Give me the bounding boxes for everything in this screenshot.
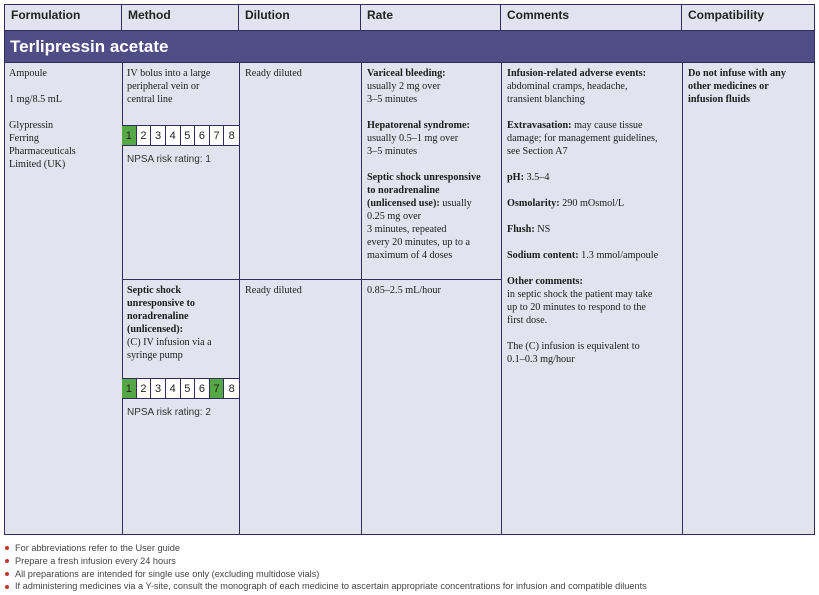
method-heading: unresponsive to — [127, 298, 196, 309]
flush-value: NS — [537, 224, 551, 235]
method-text: peripheral vein or — [127, 81, 200, 92]
rate-heading: Hepatorenal syndrome: — [367, 120, 470, 131]
rate-text: usually 2 mg over — [367, 81, 441, 92]
rate-heading: (unlicensed use): — [367, 198, 440, 209]
comment-text: may cause tissue — [574, 120, 643, 131]
npsa-label-row2: NPSA risk rating: 2 — [127, 407, 211, 418]
rate-heading: Septic shock unresponsive — [367, 172, 481, 183]
footnote-text: Prepare a fresh infusion every 24 hours — [15, 555, 176, 566]
method-cell-row1 — [127, 67, 237, 106]
drug-title: Terlipressin acetate — [5, 31, 814, 63]
footnotes — [5, 542, 647, 593]
rate-text: 3–5 minutes — [367, 146, 418, 157]
header-compatibility: Compatibility — [682, 4, 814, 31]
npsa-rating-row2 — [122, 378, 239, 399]
column-divider — [501, 63, 502, 535]
bullet-icon — [5, 585, 9, 589]
comment-text: see Section A7 — [507, 146, 568, 157]
ph-label: pH: — [507, 172, 524, 183]
comment-text: transient blanching — [507, 94, 585, 105]
footnote-text: If administering medicines via a Y-site, consult the monograph of each medicine to ascertain appropriate concentrations for infusion and compatible diluents — [15, 581, 647, 592]
rate-cell-row2: 0.85–2.5 mL/hour — [367, 285, 441, 296]
comment-text: 0.1–0.3 mg/hour — [507, 354, 575, 365]
method-text: syringe pump — [127, 350, 183, 361]
npsa-box: 1 — [122, 126, 137, 145]
rate-text: usually — [442, 198, 472, 209]
comment-heading: Infusion-related adverse events: — [507, 68, 647, 79]
comment-text: first dose. — [507, 315, 548, 326]
npsa-box: 7 — [210, 379, 225, 398]
npsa-box: 8 — [224, 379, 239, 398]
bullet-icon — [5, 546, 9, 550]
bullet-icon — [5, 572, 9, 576]
comment-text: in septic shock the patient may take — [507, 289, 653, 300]
npsa-box: 4 — [166, 379, 181, 398]
dilution-cell-row2: Ready diluted — [245, 285, 302, 296]
method-heading: Septic shock — [127, 285, 182, 296]
comment-heading: Extravasation: — [507, 120, 572, 131]
npsa-label-row1: NPSA risk rating: 1 — [127, 154, 211, 165]
ph-value: 3.5–4 — [526, 172, 550, 183]
comment-text: The (C) infusion is equivalent to — [507, 341, 640, 352]
npsa-box: 6 — [195, 126, 210, 145]
header-comments: Comments — [501, 4, 682, 31]
method-text: IV bolus into a large — [127, 68, 211, 79]
column-divider — [239, 63, 240, 535]
rate-heading: to noradrenaline — [367, 185, 440, 196]
npsa-box: 3 — [151, 126, 166, 145]
compatibility-text: other medicines or — [688, 81, 769, 92]
formulation-strength: 1 mg/8.5 mL — [9, 94, 62, 105]
osmolarity-value: 290 mOsmol/L — [562, 198, 625, 209]
compatibility-text: infusion fluids — [688, 94, 751, 105]
comment-text: damage; for management guidelines, — [507, 133, 658, 144]
column-divider — [361, 63, 362, 535]
npsa-box: 5 — [181, 126, 196, 145]
npsa-box: 2 — [137, 126, 152, 145]
sodium-value: 1.3 mmol/ampoule — [581, 250, 659, 261]
footnote — [5, 555, 647, 568]
npsa-rating-row1 — [122, 125, 239, 146]
rate-text: usually 0.5–1 mg over — [367, 133, 459, 144]
header-rate: Rate — [361, 4, 501, 31]
rate-text: 3–5 minutes — [367, 94, 418, 105]
row-divider — [122, 279, 501, 280]
method-heading: (unlicensed): — [127, 324, 184, 335]
method-cell-row2 — [127, 284, 237, 362]
formulation-brand: Glypressin — [9, 120, 54, 131]
sodium-label: Sodium content: — [507, 250, 579, 261]
npsa-box: 5 — [181, 379, 196, 398]
npsa-box: 6 — [195, 379, 210, 398]
footnote — [5, 568, 647, 581]
npsa-box: 2 — [137, 379, 152, 398]
rate-heading: Variceal bleeding: — [367, 68, 446, 79]
formulation-cell — [9, 67, 119, 171]
bullet-icon — [5, 559, 9, 563]
flush-label: Flush: — [507, 224, 535, 235]
compatibility-text: Do not infuse with any — [688, 68, 786, 79]
header-formulation: Formulation — [5, 4, 122, 31]
rate-text: maximum of 4 doses — [367, 250, 453, 261]
column-divider — [682, 63, 683, 535]
rate-cell-row1 — [367, 67, 499, 262]
formulation-maker: Ferring — [9, 133, 39, 144]
method-heading: noradrenaline — [127, 311, 189, 322]
rate-text: 0.25 mg over — [367, 211, 422, 222]
dilution-cell-row1: Ready diluted — [245, 68, 302, 79]
osmolarity-label: Osmolarity: — [507, 198, 560, 209]
npsa-box: 8 — [224, 126, 239, 145]
formulation-maker: Pharmaceuticals — [9, 146, 76, 157]
comment-heading: Other comments: — [507, 276, 583, 287]
footnote — [5, 542, 647, 555]
footnote-text: For abbreviations refer to the User guide — [15, 543, 180, 553]
rate-text: 3 minutes, repeated — [367, 224, 447, 235]
footnote — [5, 580, 647, 593]
npsa-box: 7 — [210, 126, 225, 145]
footnote-text: All preparations are intended for single use only (excluding multidose vials) — [15, 568, 320, 579]
formulation-maker: Limited (UK) — [9, 159, 66, 170]
comment-text: abdominal cramps, headache, — [507, 81, 628, 92]
npsa-box: 3 — [151, 379, 166, 398]
npsa-box: 4 — [166, 126, 181, 145]
header-dilution: Dilution — [239, 4, 361, 31]
rate-text: every 20 minutes, up to a — [367, 237, 470, 248]
compatibility-cell — [688, 67, 812, 106]
npsa-box: 1 — [122, 379, 137, 398]
comments-cell — [507, 67, 681, 366]
method-text: (C) IV infusion via a — [127, 337, 212, 348]
method-text: central line — [127, 94, 173, 105]
comment-text: up to 20 minutes to respond to the — [507, 302, 646, 313]
header-method: Method — [122, 4, 239, 31]
formulation-type: Ampoule — [9, 68, 47, 79]
